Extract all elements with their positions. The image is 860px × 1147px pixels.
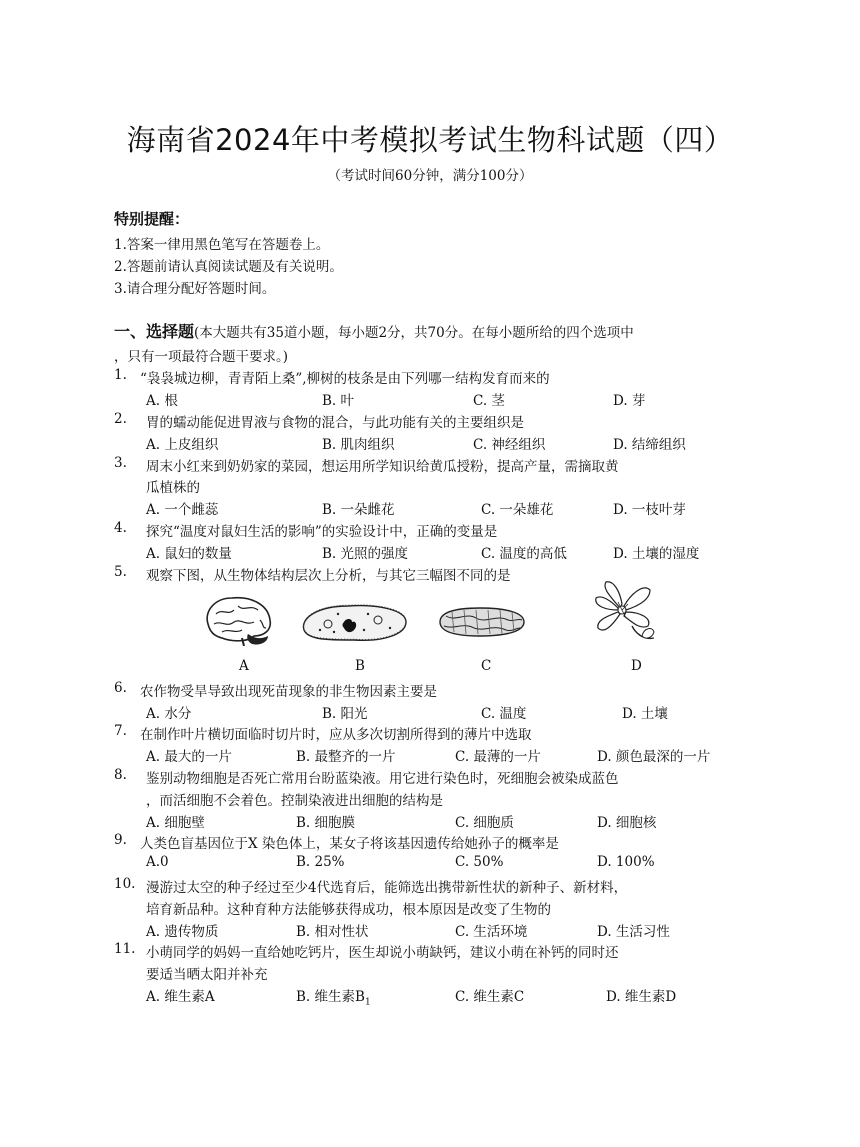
notice-item: 3.请合理分配好答题时间。 [114, 281, 276, 297]
flower-icon [588, 578, 660, 648]
exam-info: （考试时间60分钟，满分100分） [327, 168, 533, 184]
option-a: A. 上皮组织 [146, 437, 219, 453]
option-b: B. 最整齐的一片 [296, 749, 396, 765]
option-d: D. 100% [597, 854, 655, 870]
option-b: B. 相对性状 [296, 924, 369, 940]
option-a: A. 遗传物质 [146, 924, 219, 940]
option-b: B. 25% [296, 854, 345, 870]
section-desc-cont: ，只有一项最符合题干要求。) [114, 349, 289, 365]
option-d: D. 维生素D [606, 989, 677, 1005]
notice-heading: 特别提醒： [114, 210, 190, 228]
option-a: A. 一个雌蕊 [146, 502, 219, 518]
question-number: 7. [114, 723, 127, 739]
option-c: C. 细胞质 [455, 815, 514, 831]
question-number: 5. [114, 564, 127, 580]
question-text: 周末小红来到奶奶家的菜园，想运用所学知识给黄瓜授粉，提高产量，需摘取黄 [146, 459, 619, 475]
question-text: 鉴别动物细胞是否死亡常用台盼蓝染液。用它进行染色时，死细胞会被染成蓝色 [146, 771, 619, 787]
option-b-text: B. 维生素B [296, 989, 365, 1005]
option-d: D. 结缔组织 [613, 437, 686, 453]
question-text: 人类色盲基因位于X 染色体上，某女子将该基因遗传给她孙子的概率是 [140, 836, 559, 852]
paramecium-icon [298, 600, 410, 646]
notice-item: 2.答题前请认真阅读试题及有关说明。 [114, 259, 343, 275]
option-c: C. 茎 [473, 393, 505, 409]
option-d: D. 土壤 [622, 706, 668, 722]
option-d: D. 芽 [613, 393, 646, 409]
question-number: 1. [114, 367, 127, 383]
option-a: A. 细胞壁 [146, 815, 205, 831]
option-b: B. 细胞膜 [296, 815, 356, 831]
question-text-cont: 培育新品种。这种育种方法能够获得成功，根本原因是改变了生物的 [146, 902, 551, 918]
option-a: A. 水分 [146, 706, 192, 722]
option-d: D. 生活习性 [597, 924, 670, 940]
option-b: B. 肌肉组织 [322, 437, 395, 453]
option-b: B. 一朵雌花 [322, 502, 395, 518]
question-text: “袅袅城边柳，青青陌上桑”,柳树的枝条是由下列哪一结构发育而来的 [140, 371, 550, 387]
figure-label-c: C [481, 658, 492, 674]
question-number: 6. [114, 680, 127, 696]
section-desc: (本大题共有35道小题，每小题2分，共70分。在每小题所给的四个选项中 [194, 325, 634, 341]
option-c: C. 一朵雄花 [481, 502, 554, 518]
figure-label-d: D [631, 658, 642, 674]
muscle-tissue-icon [436, 602, 528, 642]
option-b-subscript: 1 [364, 997, 371, 1008]
question-text: 小萌同学的妈妈一直给她吃钙片，医生却说小萌缺钙，建议小萌在补钙的同时还 [146, 945, 619, 961]
option-b: B. 阳光 [322, 706, 368, 722]
question-text-cont: 瓜植株的 [146, 480, 200, 496]
brain-icon [202, 594, 274, 646]
question-number: 3. [114, 455, 127, 471]
question-text: 在制作叶片横切面临时切片时，应从多次切割所得到的薄片中选取 [140, 727, 532, 743]
question-text: 漫游过太空的种子经过至少4代选育后，能筛选出携带新性状的新种子、新材料， [146, 880, 628, 896]
notice-item: 1.答案一律用黑色笔写在答题卷上。 [114, 237, 330, 253]
question-number: 4. [114, 520, 127, 536]
question-number: 9. [114, 832, 127, 848]
option-b: B. 光照的强度 [322, 546, 409, 562]
option-c: C. 温度的高低 [481, 546, 567, 562]
option-a: A. 鼠妇的数量 [146, 546, 232, 562]
option-d: D. 土壤的湿度 [613, 546, 700, 562]
question-number: 11. [114, 941, 136, 957]
figure-label-a: A [239, 658, 249, 674]
option-a: A. 维生素A [146, 989, 215, 1005]
option-a: A. 根 [146, 393, 178, 409]
option-c: C. 生活环境 [455, 924, 528, 940]
question-number: 8. [114, 767, 127, 783]
question-text-cont: ，而活细胞不会着色。控制染液进出细胞的结构是 [146, 793, 443, 809]
question-number: 2. [114, 411, 127, 427]
option-d: D. 细胞核 [597, 815, 657, 831]
figure-label-b: B [355, 658, 365, 674]
option-c: C. 最薄的一片 [455, 749, 541, 765]
option-a: A. 最大的一片 [146, 749, 232, 765]
option-b: B. 叶 [322, 393, 355, 409]
section-title: 一、选择题 [114, 322, 195, 341]
question-number: 10. [114, 876, 136, 892]
option-d: D. 一枝叶芽 [613, 502, 686, 518]
option-c: C. 温度 [481, 706, 527, 722]
question-text: 探究“温度对鼠妇生活的影响”的实验设计中，正确的变量是 [146, 524, 498, 540]
section-heading [114, 320, 754, 369]
question-text: 农作物受旱导致出现死苗现象的非生物因素主要是 [140, 684, 437, 700]
question-text-cont: 要适当晒太阳并补充 [146, 967, 268, 983]
question-text: 胃的蠕动能促进胃液与食物的混合，与此功能有关的主要组织是 [146, 415, 524, 431]
question-text: 观察下图，从生物体结构层次上分析，与其它三幅图不同的是 [146, 568, 511, 584]
option-c: C. 维生素C [455, 989, 525, 1005]
option-c: C. 神经组织 [473, 437, 546, 453]
option-a: A.0 [146, 854, 169, 870]
option-b [296, 985, 371, 1008]
page-title: 海南省2024年中考模拟考试生物科试题（四） [126, 123, 734, 157]
option-c: C. 50% [455, 854, 504, 870]
option-d: D. 颜色最深的一片 [597, 749, 711, 765]
